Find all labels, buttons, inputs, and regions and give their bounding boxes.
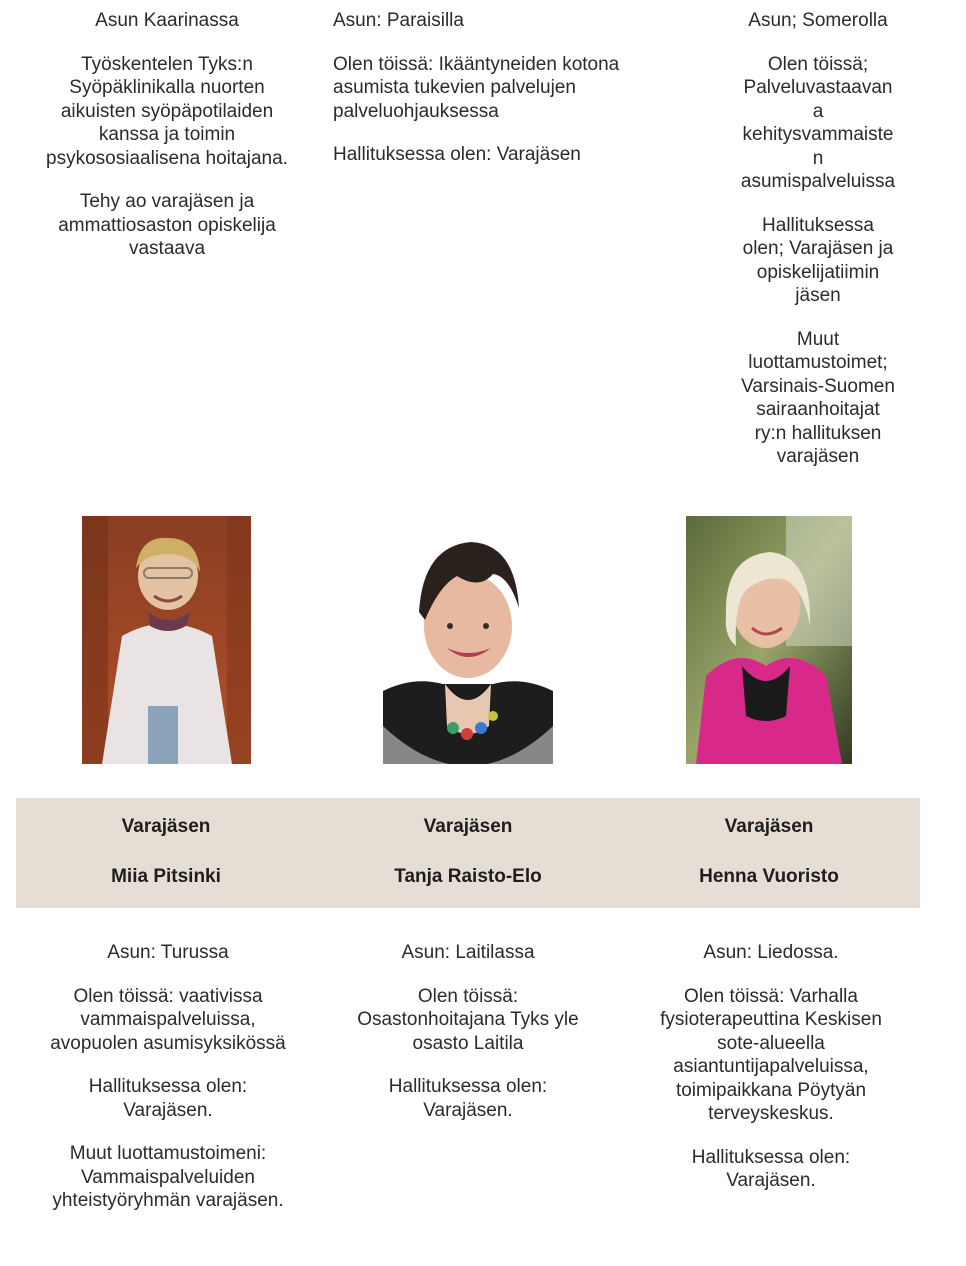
member-2-role: Varajäsen (423, 816, 513, 837)
top-col-1-work: Työskentelen Tyks:n Syöpäklinikalla nuorten aikuisten syöpäpotilaiden kanssa ja toimin psykososiaalisena hoitajana. (46, 53, 288, 169)
member-3-name: Henna Vuoristo (699, 866, 839, 887)
bottom-col-3-work: Olen töissä: Varhalla fysioterapeuttina Keskisen sote-alueella asiantuntijapalveluissa, toimipaikkana Pöytyän terveyskeskus. (660, 985, 882, 1124)
top-col-1 (22, 9, 312, 261)
bottom-col-3-board: Hallituksessa olen: Varajäsen. (691, 1146, 851, 1191)
top-col-2-residence: Asun: Paraisilla (333, 10, 464, 31)
bottom-col-2-work: Olen töissä: Osastonhoitajana Tyks yle osasto Laitila (357, 985, 579, 1054)
top-col-2-work: Olen töissä: Ikääntyneiden kotona asumista tukevien palvelujen palveluohjauksessa (333, 53, 620, 122)
top-col-2-board: Hallituksessa olen: Varajäsen (333, 144, 581, 165)
bottom-col-3-residence: Asun: Liedossa. (703, 942, 839, 963)
member-1-role: Varajäsen (121, 816, 211, 837)
bottom-col-1-work: Olen töissä: vaativissa vammaispalveluissa, avopuolen asumisyksikössä (50, 985, 286, 1054)
bottom-col-1-other: Muut luottamustoimeni: Vammaispalveluiden yhteistyöryhmän varajäsen. (52, 1143, 284, 1211)
member-1-name: Miia Pitsinki (111, 866, 221, 887)
bottom-col-2-residence: Asun: Laitilassa (401, 942, 535, 963)
bottom-col-2 (318, 941, 618, 1122)
top-col-1-residence: Asun Kaarinassa (95, 10, 239, 31)
bottom-col-1 (18, 941, 318, 1213)
members-band (16, 798, 920, 908)
bottom-col-3 (620, 941, 922, 1193)
member-photo-1 (82, 516, 251, 764)
member-photo-2 (383, 516, 553, 764)
bottom-col-1-board: Hallituksessa olen: Varajäsen. (88, 1076, 248, 1121)
member-photo-3 (686, 516, 852, 764)
top-col-3 (718, 9, 918, 469)
bottom-col-2-board: Hallituksessa olen: Varajäsen. (388, 1076, 548, 1121)
bottom-col-1-residence: Asun: Turussa (107, 942, 229, 963)
member-3-role: Varajäsen (724, 816, 814, 837)
member-2-name: Tanja Raisto-Elo (394, 866, 542, 887)
top-col-2 (333, 9, 663, 167)
top-col-3-work: Olen töissä; Palveluvastaavan a kehitysvammaiste n asumispalveluissa (740, 53, 896, 192)
top-col-3-other: Muut luottamustoimet; Varsinais-Suomen sairaanhoitajat ry:n hallituksen varajäsen (741, 328, 895, 467)
top-col-1-roles: Tehy ao varajäsen ja ammattiosaston opiskelija vastaava (58, 191, 276, 259)
top-col-3-residence: Asun; Somerolla (748, 10, 888, 31)
top-col-3-board: Hallituksessa olen; Varajäsen ja opiskelijatiimin jäsen (742, 214, 894, 306)
